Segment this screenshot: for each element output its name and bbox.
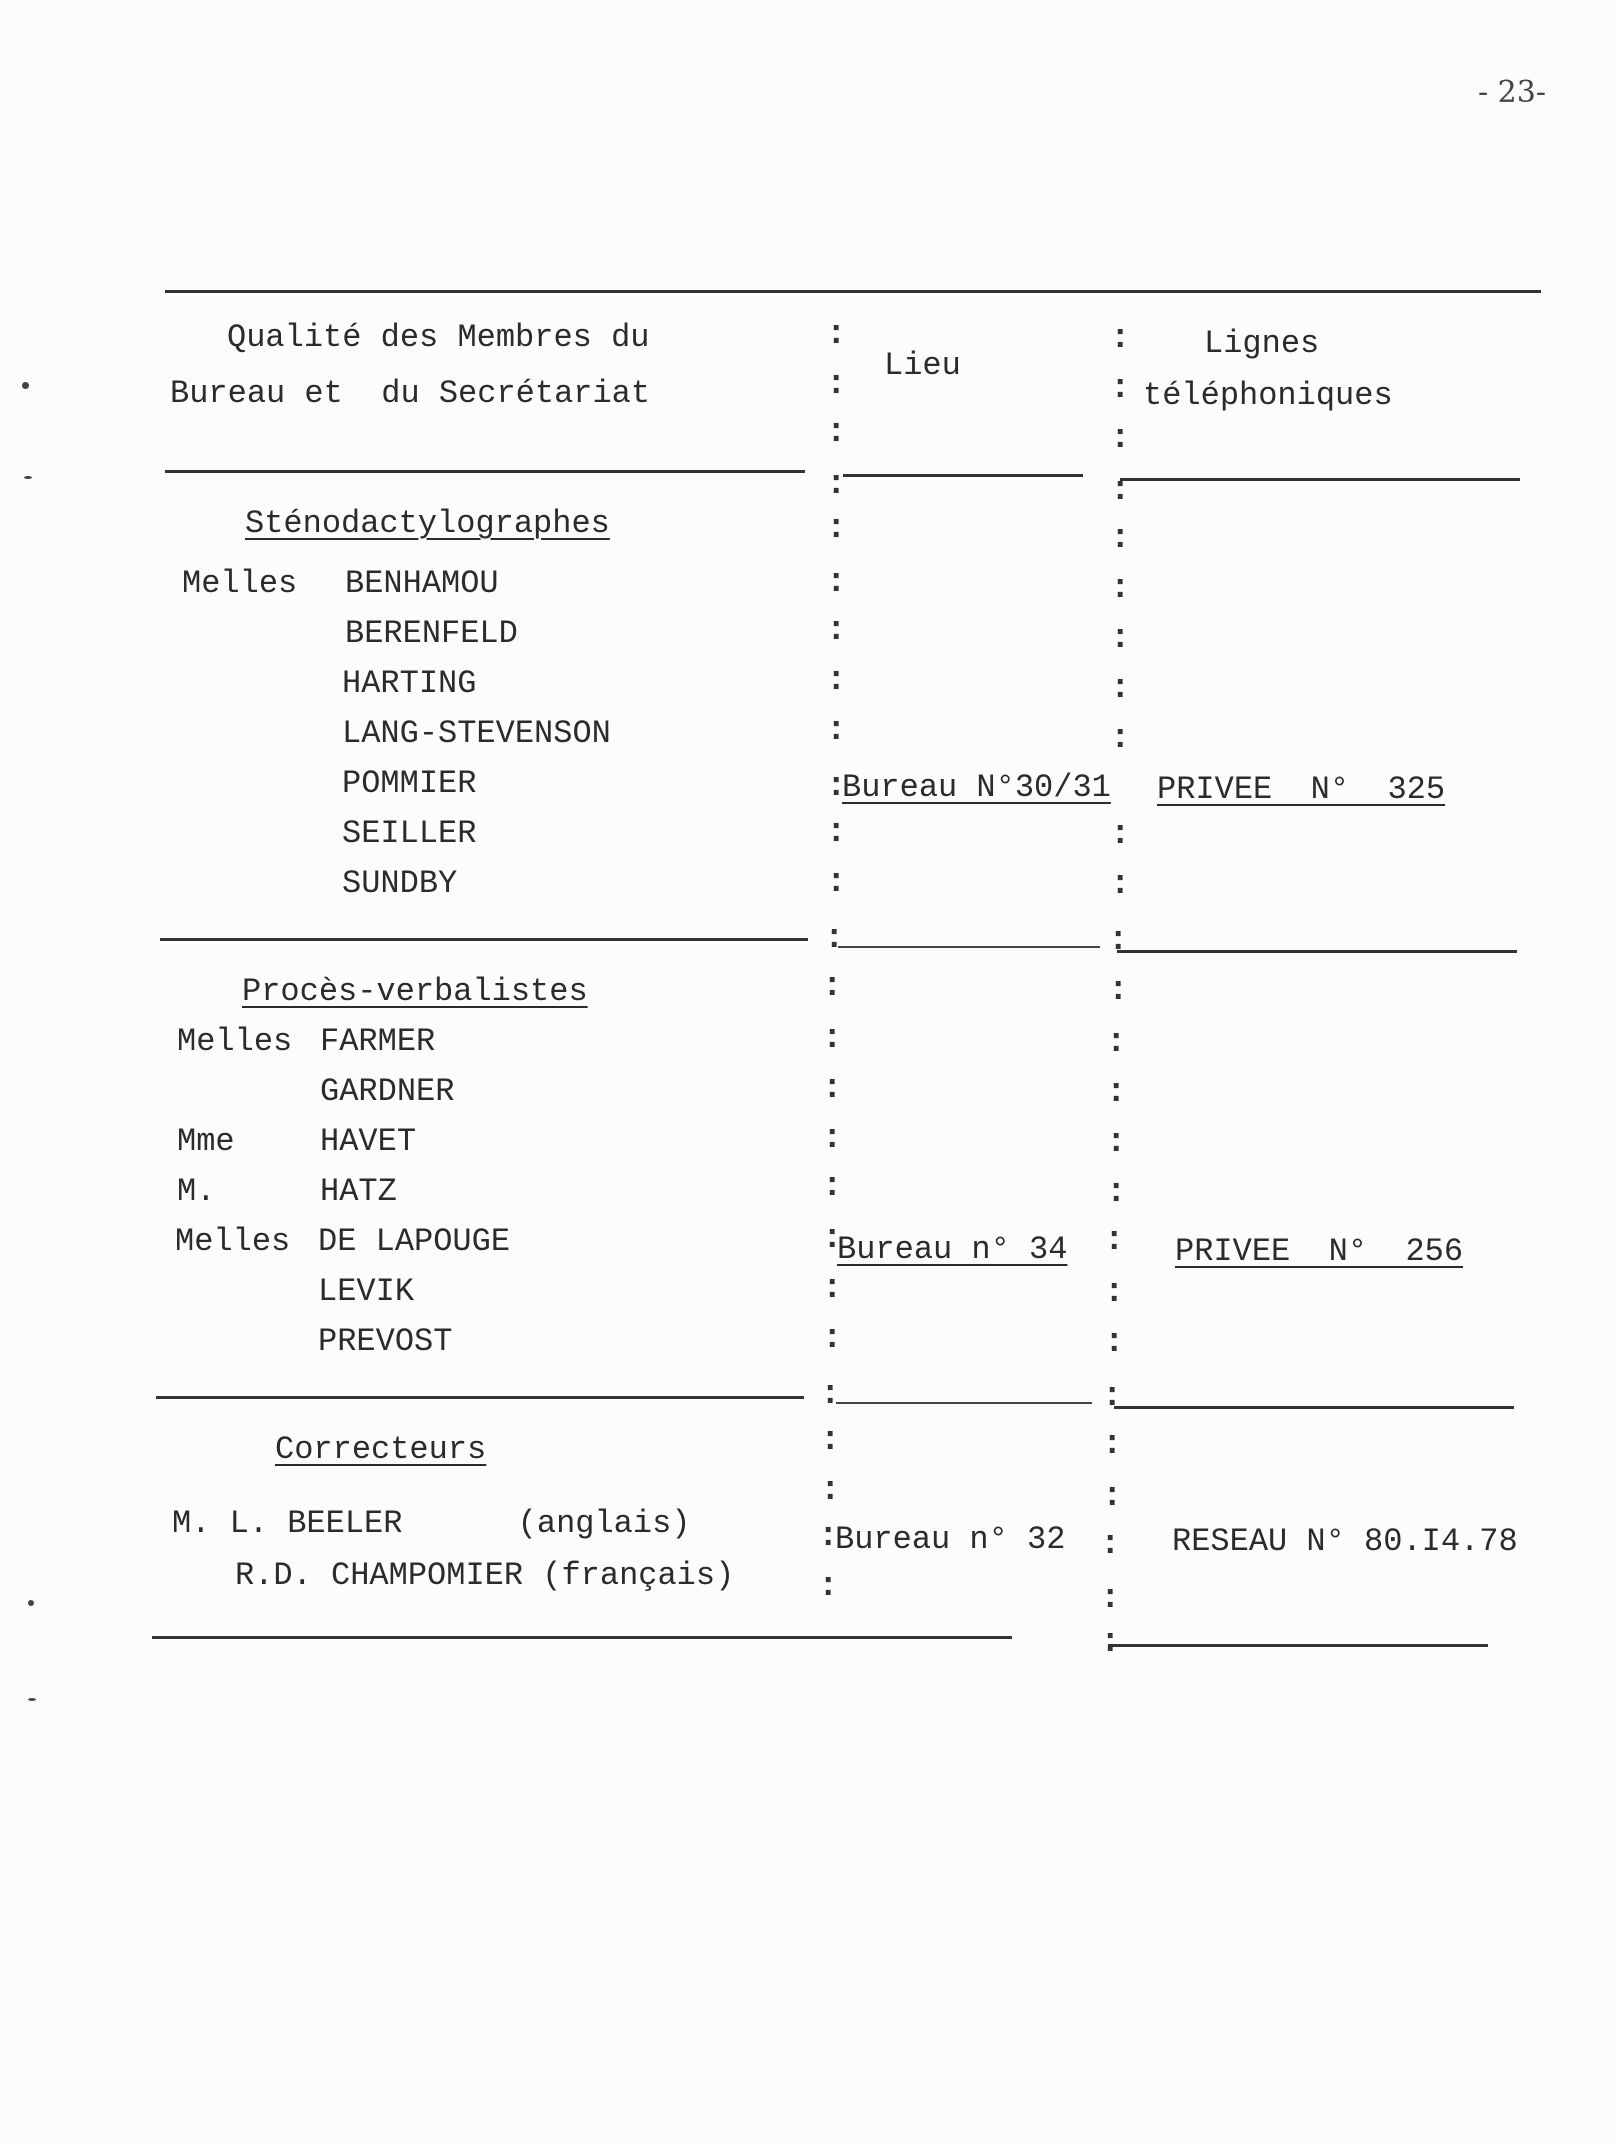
header-col2: Lieu	[884, 347, 961, 384]
row-name: HAVET	[320, 1123, 417, 1160]
row-name: PREVOST	[318, 1323, 453, 1360]
row-name: BERENFELD	[345, 615, 518, 652]
section-rule-col1	[156, 1396, 804, 1399]
section-rule-col3	[1114, 1406, 1514, 1409]
row-name: LEVIK	[318, 1273, 415, 1310]
section-title-correcteurs: Correcteurs	[275, 1431, 487, 1468]
row-text: R.D. CHAMPOMIER (français)	[235, 1557, 735, 1594]
row-name: POMMIER	[342, 765, 477, 802]
lieu-value: Bureau n° 34	[837, 1231, 1068, 1268]
header-col3-line2: téléphoniques	[1143, 377, 1393, 414]
lieu-value: Bureau N°30/31	[842, 769, 1111, 806]
row-prefix: Melles	[182, 565, 298, 602]
row-name: GARDNER	[320, 1073, 455, 1110]
lieu-value: Bureau n° 32	[835, 1521, 1066, 1558]
row-text: M. L. BEELER (anglais)	[172, 1505, 691, 1542]
row-name: SEILLER	[342, 815, 477, 852]
margin-speck	[24, 476, 32, 479]
header-col1-line1: Qualité des Membres du	[227, 319, 650, 356]
section-title-stenodactylographes: Sténodactylographes	[245, 505, 610, 542]
row-name: HARTING	[342, 665, 477, 702]
margin-speck	[28, 1698, 36, 1701]
row-name: BENHAMOU	[345, 565, 499, 602]
section-rule-col2	[836, 1402, 1092, 1404]
page-number: - 23-	[1478, 75, 1546, 110]
section-title-proces-verbalistes: Procès-verbalistes	[242, 973, 588, 1010]
section-rule-col2	[838, 946, 1100, 948]
ligne-value: PRIVEE N° 325	[1157, 771, 1446, 808]
row-prefix: Melles	[175, 1223, 291, 1260]
margin-speck	[22, 382, 29, 389]
row-name: FARMER	[320, 1023, 436, 1060]
table-bottom-rule-right	[1108, 1644, 1488, 1647]
margin-speck	[28, 1600, 34, 1606]
section-rule-col1	[160, 938, 808, 941]
table-bottom-rule-left	[152, 1636, 1012, 1639]
header-col1-line2: Bureau et du Secrétariat	[170, 375, 651, 412]
row-name: SUNDBY	[342, 865, 458, 902]
document-page: - 23- Qualité des Membres du Bureau et du Secrétariat Lieu Lignes téléphoniques Sténodactylographes Melles BENHAMOU BERENFELD HARTING LANG-STEVENSON POMMIER SEILLER SUNDBY Bureau N°30/31 PRIVEE N° 325 Procès-verbalistes Melles FARMER GARDNER Mme HAVET M. HATZ Melles DE LAPOUGE LEVIK PREVOST Bureau n° 34 PRIVEE N° 256 Correcteurs M. L. BEELER (anglais) R.D. CHAMPOMIER (français) Bureau n° 32 RESEAU N° 80.I4.78 : : : : : : : : : : : : : : : : : : : : : : : : : : : : : : : : : : : : : : : : : : : : : : : : : : : :	[0, 0, 1616, 2144]
row-name: HATZ	[320, 1173, 397, 1210]
row-name: LANG-STEVENSON	[342, 715, 611, 752]
row-prefix: M.	[177, 1173, 216, 1210]
row-prefix: Mme	[177, 1123, 235, 1160]
row-prefix: Melles	[177, 1023, 293, 1060]
header-rule-col2	[843, 474, 1083, 477]
row-name: DE LAPOUGE	[318, 1223, 511, 1260]
header-rule-col3	[1120, 478, 1520, 481]
ligne-value: RESEAU N° 80.I4.78	[1172, 1523, 1518, 1560]
table-top-rule	[165, 290, 1541, 293]
header-rule-col1	[165, 470, 805, 473]
ligne-value: PRIVEE N° 256	[1175, 1233, 1464, 1270]
header-col3-line1: Lignes	[1204, 325, 1320, 362]
section-rule-col3	[1117, 950, 1517, 953]
